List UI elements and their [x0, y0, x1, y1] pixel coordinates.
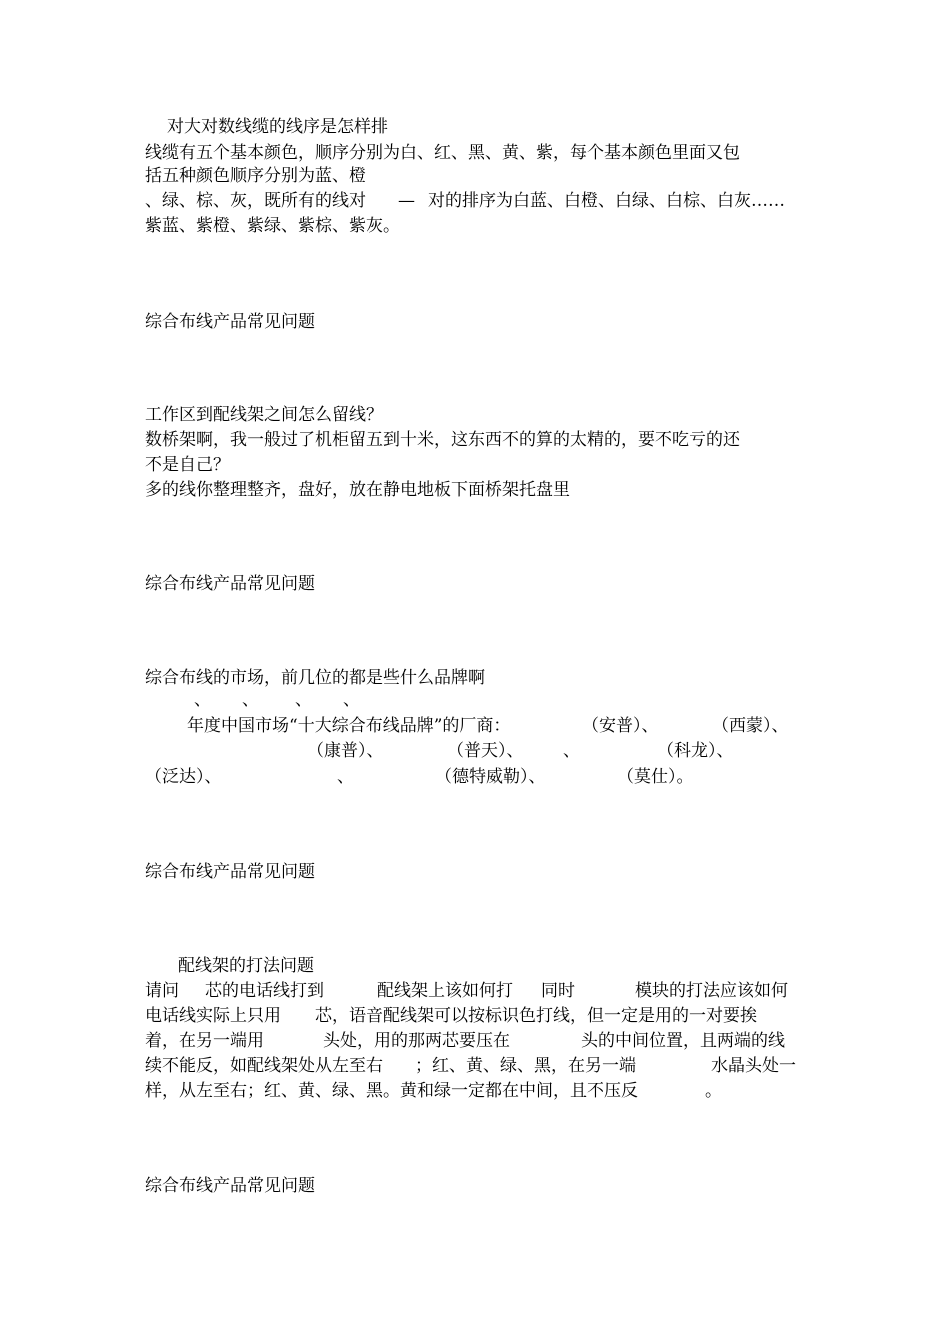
line-segment: 芯的电话线打到 — [205, 981, 324, 1001]
line-segment: 样，从左至右；红、黄、绿、黑。黄和绿一定都在中间，且不压反 — [145, 1081, 638, 1101]
section3-line-3 — [145, 741, 808, 761]
line-segment: 、 — [295, 690, 312, 710]
section1-title: 对大对数线缆的线序是怎样排 — [167, 117, 388, 137]
section-heading: 综合布线产品常见问题 — [145, 1176, 315, 1196]
line-segment: （科龙）、 — [657, 741, 734, 761]
section4-line-4 — [145, 1056, 808, 1076]
section1-line-4: 紫蓝、紫橙、紫绿、紫棕、紫灰。 — [145, 216, 400, 236]
line-segment: 模块的打法应该如何 — [635, 981, 788, 1001]
line-segment: （泛达）、 — [145, 767, 222, 787]
line-segment: 同时 — [541, 981, 575, 1001]
line-segment: 续不能反，如配线架处从左至右 — [145, 1056, 383, 1076]
section4-line-5 — [145, 1081, 808, 1101]
line-segment: 请问 — [145, 981, 179, 1001]
section4-title: 配线架的打法问题 — [178, 956, 314, 976]
section2-line-1: 数桥架啊，我一般过了机柜留五到十米，这东西不的算的太精的，要不吃亏的还 — [145, 430, 740, 450]
line-segment: （德特威勒）、 — [435, 767, 546, 787]
section1-line-3 — [145, 191, 808, 211]
section4-line-3 — [145, 1031, 808, 1051]
section3-separator-line — [145, 690, 808, 710]
line-segment: 着，在另一端用 — [145, 1031, 264, 1051]
section2-question: 工作区到配线架之间怎么留线？ — [145, 405, 383, 425]
section1-line-1: 线缆有五个基本颜色，顺序分别为白、红、黑、黄、紫，每个基本颜色里面又包 — [145, 143, 740, 163]
section2-line-3: 多的线你整理整齐，盘好，放在静电地板下面桥架托盘里 — [145, 480, 570, 500]
section4-line-2 — [145, 1006, 808, 1026]
section1-line-2: 括五种颜色顺序分别为蓝、橙 — [145, 166, 366, 186]
section3-line-4 — [145, 767, 808, 787]
section-heading: 综合布线产品常见问题 — [145, 574, 315, 594]
line-segment: 水晶头处一 — [711, 1056, 796, 1076]
line-segment: 电话线实际上只用 — [145, 1006, 281, 1026]
line-segment: （莫仕）。 — [617, 767, 694, 787]
line-segment: （西蒙）、 — [712, 716, 789, 736]
section3-question: 综合布线的市场，前几位的都是些什么品牌啊 — [145, 668, 485, 688]
line-segment: 。 — [705, 1081, 722, 1101]
line-segment: （安普）、 — [582, 716, 659, 736]
section3-line-2 — [145, 716, 808, 736]
line-segment: 芯，语音配线架可以按标识色打线，但一定是用的一对要挨 — [315, 1006, 757, 1026]
line-segment: 、 — [563, 741, 580, 761]
line-segment: 、绿、棕、灰，既所有的线对 — [145, 191, 366, 211]
section-heading: 综合布线产品常见问题 — [145, 312, 315, 332]
line-segment: — — [398, 191, 415, 211]
line-segment: 、 — [343, 690, 360, 710]
line-segment: 头处，用的那两芯要压在 — [323, 1031, 510, 1051]
line-segment: 、 — [194, 690, 211, 710]
line-segment: 配线架上该如何打 — [377, 981, 513, 1001]
section-heading: 综合布线产品常见问题 — [145, 862, 315, 882]
line-segment: 、 — [242, 690, 259, 710]
line-segment: （普天）、 — [447, 741, 524, 761]
line-segment: ；红、黄、绿、黑，在另一端 — [415, 1056, 636, 1076]
line-segment: 、 — [337, 767, 354, 787]
section2-line-2: 不是自己？ — [145, 455, 230, 475]
line-segment: 年度中国市场“十大综合布线品牌”的厂商： — [187, 716, 511, 736]
line-segment: 头的中间位置，且两端的线 — [581, 1031, 785, 1051]
line-segment: （康普）、 — [307, 741, 384, 761]
line-segment: 对的排序为白蓝、白橙、白绿、白棕、白灰…… — [428, 191, 785, 211]
section4-line-1 — [145, 981, 808, 1001]
